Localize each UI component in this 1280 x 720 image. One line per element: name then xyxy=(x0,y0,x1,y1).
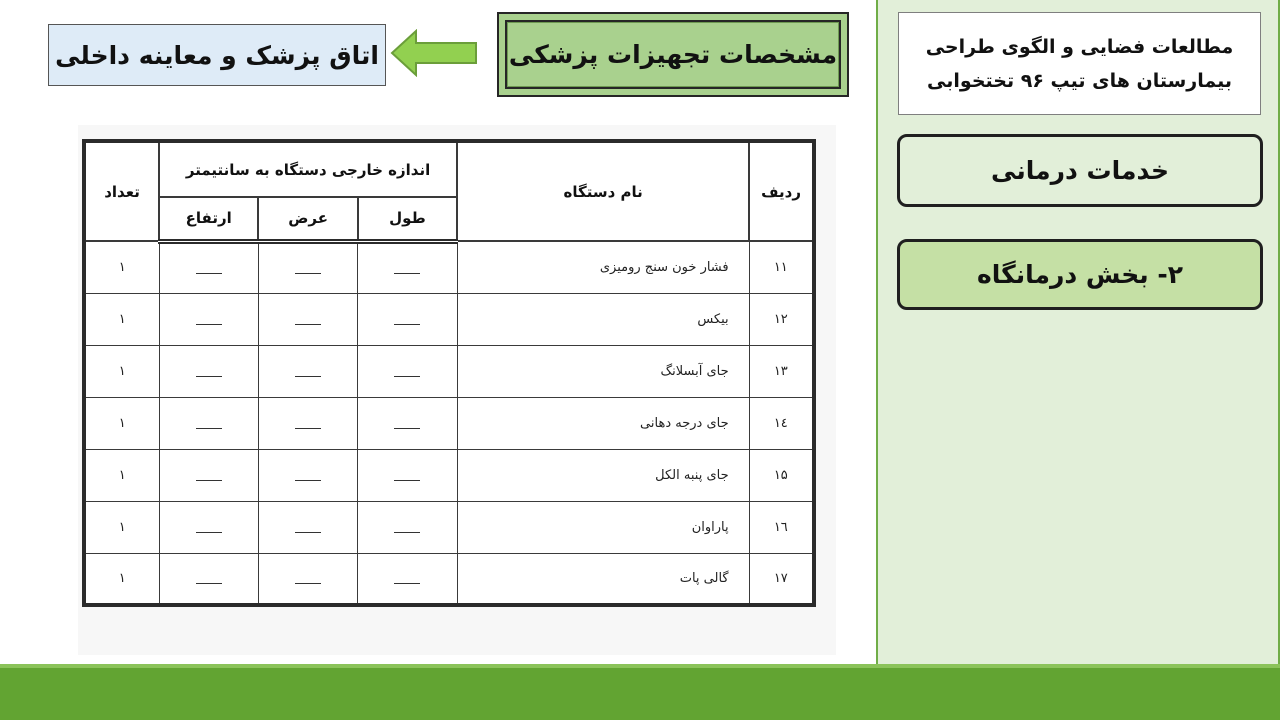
spec-title: مشخصات تجهیزات پزشکی xyxy=(505,20,841,89)
header-row-no: ردیف xyxy=(749,141,814,241)
cell-width xyxy=(258,501,357,553)
cell-length xyxy=(358,345,457,397)
table-row xyxy=(84,293,814,345)
room-title: اتاق پزشک و معاینه داخلی xyxy=(48,24,386,86)
empty-dash xyxy=(295,428,321,429)
table-row xyxy=(84,345,814,397)
cell-count: ۱ xyxy=(84,501,159,553)
empty-dash xyxy=(196,273,222,274)
empty-dash xyxy=(295,532,321,533)
cell-height xyxy=(159,345,258,397)
cell-row-no: ۱۵ xyxy=(749,449,814,501)
cell-count: ۱ xyxy=(84,345,159,397)
table-row xyxy=(84,501,814,553)
empty-dash xyxy=(394,532,420,533)
empty-dash xyxy=(196,532,222,533)
study-title-line2: بیمارستان های تیپ ۹۶ تختخوابی xyxy=(927,69,1232,92)
cell-height xyxy=(159,449,258,501)
equipment-table xyxy=(82,139,816,607)
left-arrow-icon xyxy=(390,29,480,77)
empty-dash xyxy=(394,583,420,584)
equipment-table-container xyxy=(78,125,836,655)
empty-dash xyxy=(196,376,222,377)
cell-width xyxy=(258,397,357,449)
header-device-name: نام دستگاه xyxy=(457,141,749,241)
cell-width xyxy=(258,345,357,397)
cell-row-no: ۱٦ xyxy=(749,501,814,553)
cell-length xyxy=(358,397,457,449)
header-count: تعداد xyxy=(84,141,159,241)
cell-height xyxy=(159,241,258,293)
table-row xyxy=(84,397,814,449)
table-row xyxy=(84,553,814,605)
empty-dash xyxy=(295,273,321,274)
cell-row-no: ۱۷ xyxy=(749,553,814,605)
header-width: عرض xyxy=(258,197,357,241)
cell-count: ۱ xyxy=(84,293,159,345)
empty-dash xyxy=(196,583,222,584)
cell-device-name: جای درجه دهانی xyxy=(457,397,749,449)
department-label: ۲- بخش درمانگاه xyxy=(897,239,1263,310)
cell-length xyxy=(358,241,457,293)
cell-count: ۱ xyxy=(84,449,159,501)
cell-height xyxy=(159,553,258,605)
cell-row-no: ۱۲ xyxy=(749,293,814,345)
empty-dash xyxy=(295,583,321,584)
cell-width xyxy=(258,449,357,501)
cell-row-no: ۱۳ xyxy=(749,345,814,397)
cell-length xyxy=(358,293,457,345)
cell-row-no: ۱٤ xyxy=(749,397,814,449)
cell-count: ۱ xyxy=(84,553,159,605)
cell-height xyxy=(159,501,258,553)
services-label: خدمات درمانی xyxy=(897,134,1263,207)
cell-device-name: جای آبسلانگ xyxy=(457,345,749,397)
empty-dash xyxy=(295,480,321,481)
cell-device-name: فشار خون سنج رومیزی xyxy=(457,241,749,293)
cell-width xyxy=(258,553,357,605)
empty-dash xyxy=(196,324,222,325)
cell-device-name: پاراوان xyxy=(457,501,749,553)
header-height: ارتفاع xyxy=(159,197,258,241)
cell-width xyxy=(258,293,357,345)
cell-count: ۱ xyxy=(84,397,159,449)
study-title-box xyxy=(898,12,1261,115)
empty-dash xyxy=(394,324,420,325)
table-row xyxy=(84,241,814,293)
cell-height xyxy=(159,397,258,449)
cell-length xyxy=(358,553,457,605)
empty-dash xyxy=(196,428,222,429)
cell-length xyxy=(358,449,457,501)
bottom-bar xyxy=(0,664,1280,720)
empty-dash xyxy=(394,428,420,429)
spec-title-box xyxy=(497,12,849,97)
cell-device-name: بیکس xyxy=(457,293,749,345)
empty-dash xyxy=(394,480,420,481)
cell-length xyxy=(358,501,457,553)
cell-device-name: جای پنبه الکل xyxy=(457,449,749,501)
cell-count: ۱ xyxy=(84,241,159,293)
empty-dash xyxy=(295,324,321,325)
empty-dash xyxy=(394,376,420,377)
cell-device-name: گالی پات xyxy=(457,553,749,605)
table-body xyxy=(84,241,814,605)
header-length: طول xyxy=(358,197,457,241)
empty-dash xyxy=(394,273,420,274)
empty-dash xyxy=(295,376,321,377)
cell-width xyxy=(258,241,357,293)
header-dimensions: اندازه خارجی دستگاه به سانتیمتر xyxy=(159,141,457,197)
sidebar-panel xyxy=(876,0,1280,664)
cell-height xyxy=(159,293,258,345)
cell-row-no: ۱۱ xyxy=(749,241,814,293)
empty-dash xyxy=(196,480,222,481)
table-row xyxy=(84,449,814,501)
study-title-line1: مطالعات فضایی و الگوی طراحی xyxy=(925,35,1234,58)
